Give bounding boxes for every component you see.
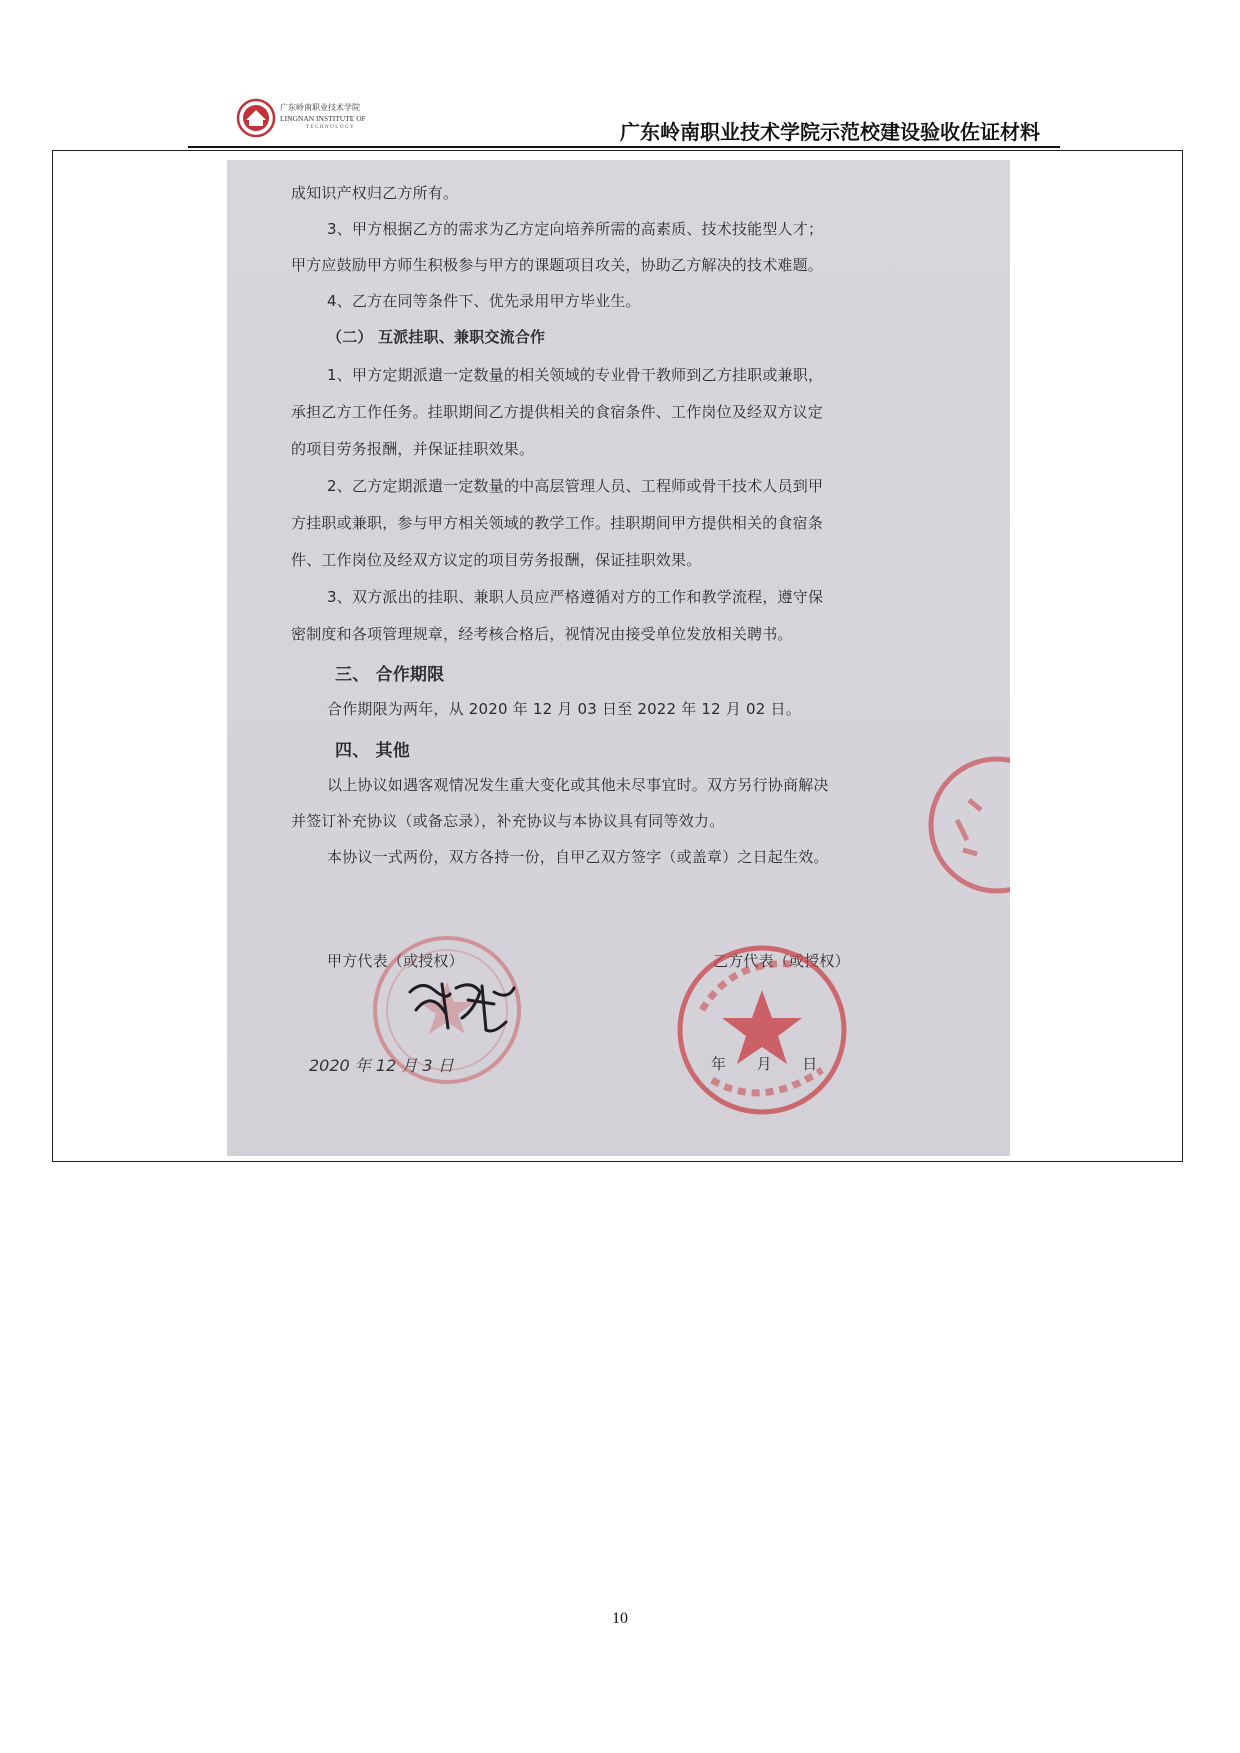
party-a-date: 2020 年 12 月 3 日 <box>309 1056 454 1075</box>
school-logo <box>236 96 396 144</box>
school-seal-icon <box>236 98 276 138</box>
doc-line: 方挂职或兼职，参与甲方相关领域的教学工作。挂职期间甲方提供相关的食宿条 <box>291 514 824 532</box>
party-b-label: 乙方代表（或授权） <box>713 952 850 970</box>
doc-line: 并签订补充协议（或备忘录），补充协议与本协议具有同等效力。 <box>291 812 725 830</box>
doc-heading: 三、 合作期限 <box>335 665 445 685</box>
page-header <box>188 88 1060 148</box>
doc-line: 的项目劳务报酬，并保证挂职效果。 <box>291 440 535 458</box>
header-title: 广东岭南职业技术学院示范校建设验收佐证材料 <box>620 120 1040 144</box>
page-number: 10 <box>612 1610 628 1627</box>
agreement-text <box>227 160 1010 1156</box>
doc-line: 件、工作岗位及经双方议定的项目劳务报酬，保证挂职效果。 <box>291 551 702 569</box>
doc-heading: 四、 其他 <box>335 741 410 761</box>
logo-text-en-sub: TECHNOLOGY <box>306 125 356 130</box>
party-b-stamp-icon <box>672 940 852 1120</box>
doc-subheading: （二） 互派挂职、兼职交流合作 <box>327 328 546 346</box>
doc-line: 3、甲方根据乙方的需求为乙方定向培养所需的高素质、技术技能型人才； <box>327 220 824 238</box>
logo-text-en: LINGNAN INSTITUTE OF <box>280 114 366 123</box>
doc-line: 1、甲方定期派遣一定数量的相关领域的专业骨干教师到乙方挂职或兼职， <box>327 366 824 384</box>
doc-line: 3、双方派出的挂职、兼职人员应严格遵循对方的工作和教学流程，遵守保 <box>327 588 824 606</box>
logo-text-cn: 广东岭南职业技术学院 <box>280 103 360 112</box>
doc-line: 本协议一式两份，双方各持一份，自甲乙双方签字（或盖章）之日起生效。 <box>327 848 829 866</box>
party-a-label: 甲方代表（或授权） <box>327 952 464 970</box>
scanned-agreement-photo <box>227 160 1010 1156</box>
doc-line: 密制度和各项管理规章，经考核合格后，视情况由接受单位发放相关聘书。 <box>291 625 793 643</box>
party-b-date: 年 月 日 <box>711 1055 818 1073</box>
header-divider <box>188 146 1060 148</box>
edge-stamp-icon <box>917 750 1010 900</box>
doc-line: 以上协议如遇客观情况发生重大变化或其他未尽事宜时。双方另行协商解决 <box>327 776 829 794</box>
doc-line: 合作期限为两年，从 2020 年 12 月 03 日至 2022 年 12 月 02 日。 <box>327 700 801 718</box>
doc-line: 成知识产权归乙方所有。 <box>291 184 459 202</box>
doc-line: 2、乙方定期派遣一定数量的中高层管理人员、工程师或骨干技术人员到甲 <box>327 477 824 495</box>
doc-line: 承担乙方工作任务。挂职期间乙方提供相关的食宿条件、工作岗位及经双方议定 <box>291 403 824 421</box>
party-a-signature-icon <box>402 970 522 1040</box>
doc-line: 4、乙方在同等条件下、优先录用甲方毕业生。 <box>327 292 641 310</box>
doc-line: 甲方应鼓励甲方师生积极参与甲方的课题项目攻关，协助乙方解决的技术难题。 <box>291 256 824 274</box>
